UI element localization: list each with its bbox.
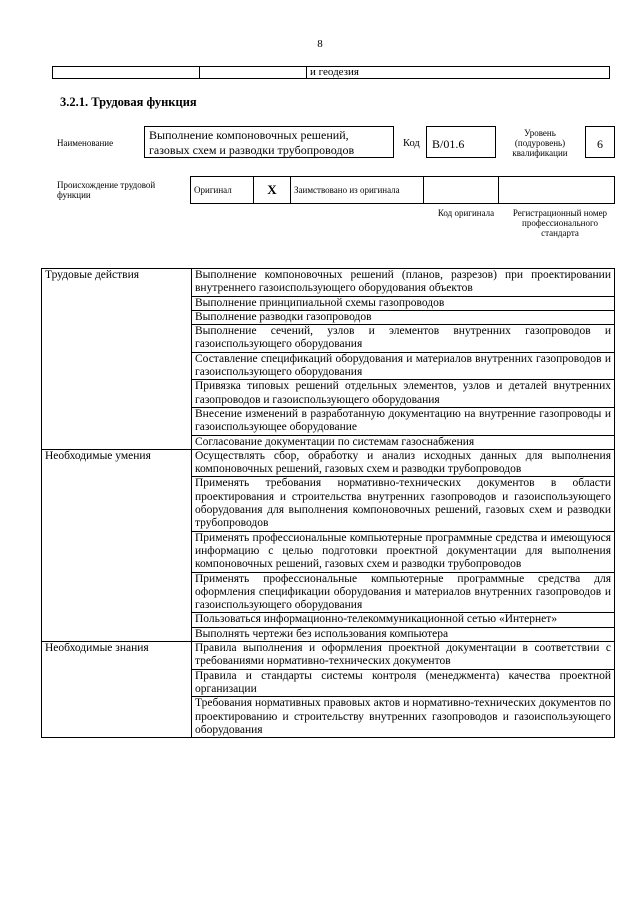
item-cell: Внесение изменений в разработанную документацию на внутренние газопроводы и газоиспользующее оборудование [192, 407, 615, 435]
item-cell: Привязка типовых решений отдельных элементов, узлов и деталей внутренних газопроводов и газоиспользующего оборудования [192, 380, 615, 408]
item-cell: Применять требования нормативно-технических документов в области проектирования и строительства внутренних газопроводов и газоиспользующего оборудования для выполнения компоновочных решений, газовых схем и разводки трубопроводов [192, 477, 615, 531]
fragment-cell [53, 67, 200, 79]
function-name-value: Выполнение компоновочных решений, газовых схем и разводки трубопроводов [144, 126, 394, 158]
code-original-cell [424, 177, 499, 204]
item-cell: Правила выполнения и оформления проектной документации в соответствии с требованиями нормативно-технических документов [192, 642, 615, 670]
item-cell: Осуществлять сбор, обработку и анализ исходных данных для выполнения компоновочных решений, газовых схем и разводки трубопроводов [192, 449, 615, 477]
page-number: 8 [317, 38, 323, 50]
table-row [42, 269, 615, 297]
code-original-caption: Код оригинала [437, 208, 495, 218]
table-row [42, 449, 615, 477]
item-cell: Составление спецификаций оборудования и материалов внутренних газопроводов и газоиспользующего оборудования [192, 352, 615, 380]
previous-table-fragment [52, 66, 610, 79]
borrowed-label: Заимствовано из оригинала [291, 177, 424, 204]
section-title: 3.2.1. Трудовая функция [60, 95, 197, 109]
item-cell: Согласование документации по системам газоснабжения [192, 435, 615, 449]
item-cell: Пользоваться информационно-телекоммуникационной сетью «Интернет» [192, 613, 615, 627]
fragment-cell [200, 67, 307, 79]
qualification-level-value: 6 [585, 126, 615, 158]
item-cell: Применять профессиональные компьютерные программные средства и имеющуюся информацию с целью подготовки проектной документации для выполнения компоновочных решений, газовых схем и разводки трубопроводов [192, 531, 615, 572]
original-label: Оригинал [191, 177, 254, 204]
function-code-value: B/01.6 [426, 126, 496, 158]
category-cell: Трудовые действия [42, 269, 192, 450]
code-label: Код [403, 138, 420, 149]
qualification-level-label: Уровень (подуровень) квалификации [512, 128, 568, 158]
item-cell: Выполнять чертежи без использования компьютера [192, 627, 615, 641]
item-cell: Правила и стандарты системы контроля (менеджмента) качества проектной организации [192, 669, 615, 697]
table-row [42, 642, 615, 670]
item-cell: Применять профессиональные компьютерные программные средства для оформления спецификации оборудования и материалов внутренних газопроводов и газоиспользующего оборудования [192, 572, 615, 613]
category-cell: Необходимые умения [42, 449, 192, 641]
item-cell: Выполнение сечений, узлов и элементов внутренних газопроводов и газоиспользующего оборудования [192, 325, 615, 353]
item-cell: Выполнение компоновочных решений (планов, разрезов) при проектировании внутреннего газоиспользующего оборудования объектов [192, 269, 615, 297]
item-cell: Выполнение разводки газопроводов [192, 310, 615, 324]
reg-number-caption: Регистрационный номер профессионального стандарта [512, 208, 608, 238]
item-cell: Выполнение принципиальной схемы газопроводов [192, 296, 615, 310]
origin-label: Происхождение трудовой функции [57, 180, 156, 200]
origin-table [190, 176, 615, 204]
labor-function-table [41, 268, 615, 738]
name-label: Наименование [57, 138, 114, 148]
reg-number-cell [499, 177, 615, 204]
fragment-cell: и геодезия [307, 67, 610, 79]
category-cell: Необходимые знания [42, 642, 192, 738]
item-cell: Требования нормативных правовых актов и нормативно-технических документов по проектированию и строительству внутренних газопроводов и газоиспользующего оборудования [192, 697, 615, 738]
original-mark: X [254, 177, 291, 204]
